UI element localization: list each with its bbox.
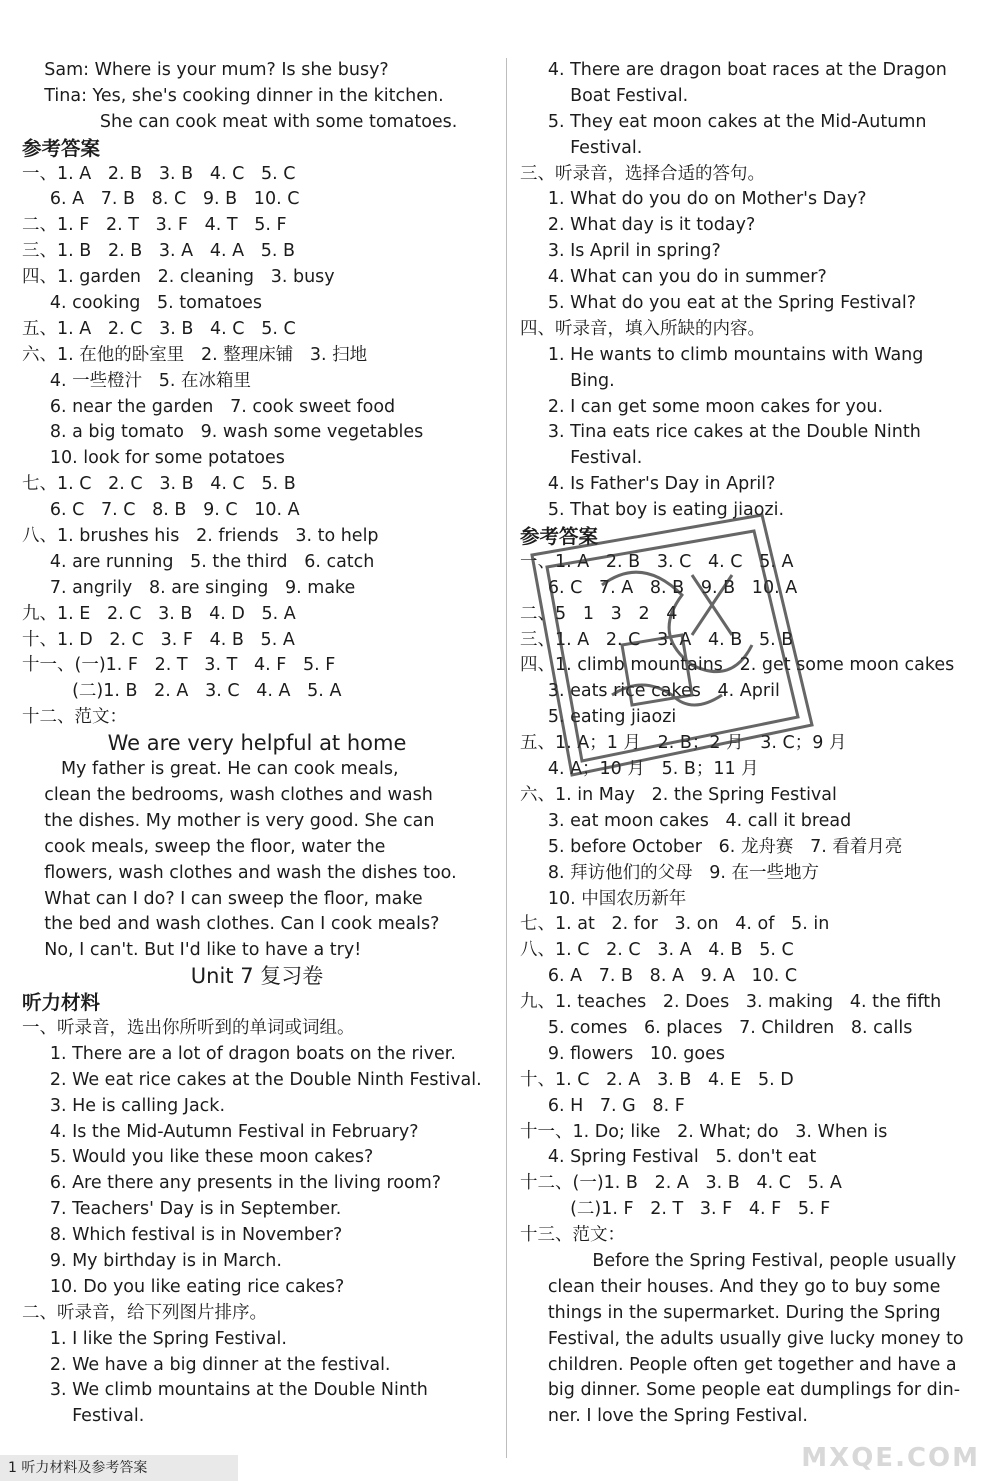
text-line: 1. He wants to climb mountains with Wang — [520, 344, 924, 365]
text-line: 6. A 7. B 8. A 9. A 10. C — [520, 966, 798, 987]
text-line: No, I can't. But I'd like to have a try! — [22, 940, 362, 961]
text-line: 4. Is Father's Day in April? — [520, 474, 776, 495]
text-line: 2. We have a big dinner at the festival. — [22, 1354, 391, 1375]
text-line: 5. What do you eat at the Spring Festival? — [520, 293, 917, 314]
text-line: 六、1. 在他的卧室里 2. 整理床铺 3. 扫地 — [22, 344, 368, 365]
text-line: 3. eats rice cakes 4. April — [520, 681, 780, 702]
text-line: 四、听录音，填入所缺的内容。 — [520, 318, 765, 339]
text-line: Festival. — [520, 137, 643, 158]
text-line: Tina: Yes, she's cooking dinner in the kitchen. — [22, 85, 444, 106]
text-line: Boat Festival. — [520, 85, 689, 106]
text-line: 五、1. A 2. C 3. B 4. C 5. C — [22, 318, 296, 339]
text-line: 三、1. A 2. C 3. A 4. B 5. B — [520, 629, 794, 650]
right-column — [520, 58, 982, 1430]
text-line: ner. I love the Spring Festival. — [520, 1406, 808, 1427]
text-line: 5. They eat moon cakes at the Mid-Autumn — [520, 111, 927, 132]
text-line: 10. 中国农历新年 — [520, 888, 687, 909]
text-line: 九、1. E 2. C 3. B 4. D 5. A — [22, 603, 296, 624]
text-line: 八、1. brushes his 2. friends 3. to help — [22, 526, 379, 547]
text-line: 1. I like the Spring Festival. — [22, 1328, 287, 1349]
text-line: 4. What can you do in summer? — [520, 267, 827, 288]
text-line: 二、1. F 2. T 3. F 4. T 5. F — [22, 215, 287, 236]
text-line: 4. cooking 5. tomatoes — [22, 293, 263, 314]
text-line: 1. There are a lot of dragon boats on the river. — [22, 1043, 456, 1064]
text-line: 3. We climb mountains at the Double Ninth — [22, 1380, 428, 1401]
text-line: the dishes. My mother is very good. She can — [22, 810, 435, 831]
section-heading: Unit 7 复习卷 — [190, 964, 324, 989]
text-line: 4. Is the Mid-Autumn Festival in February? — [22, 1121, 419, 1142]
text-line: 十、1. C 2. A 3. B 4. E 5. D — [520, 1069, 794, 1090]
text-line: 三、听录音，选择合适的答句。 — [520, 163, 765, 184]
text-line: 七、1. C 2. C 3. B 4. C 5. B — [22, 474, 296, 495]
text-line: 3. He is calling Jack. — [22, 1095, 226, 1116]
text-line: 6. A 7. B 8. C 9. B 10. C — [22, 189, 300, 210]
text-line: 四、1. climb mountains 2. get some moon cakes — [520, 655, 955, 676]
text-line: 7. Teachers' Day is in September. — [22, 1199, 342, 1220]
text-line: 6. near the garden 7. cook sweet food — [22, 396, 396, 417]
text-line: 5. eating jiaozi — [520, 707, 677, 728]
text-line: Sam: Where is your mum? Is she busy? — [22, 60, 389, 80]
text-line: 四、1. garden 2. cleaning 3. busy — [22, 267, 335, 288]
text-line: 6. Are there any presents in the living room? — [22, 1173, 442, 1194]
text-line: She can cook meat with some tomatoes. — [22, 111, 458, 132]
text-line: 3. Tina eats rice cakes at the Double Ninth — [520, 422, 921, 443]
section-heading: 参考答案 — [520, 525, 599, 549]
text-line: Bing. — [520, 370, 615, 391]
text-line: 五、1. A；1 月 2. B；2 月 3. C；9 月 — [520, 733, 847, 754]
text-line: What can I do? I can sweep the floor, make — [22, 888, 423, 909]
text-line: 4. Spring Festival 5. don't eat — [520, 1147, 817, 1168]
text-line: 9. My birthday is in March. — [22, 1250, 282, 1271]
text-line: 一、1. A 2. B 3. C 4. C 5. A — [520, 551, 794, 572]
text-line: 4. A；10 月 5. B；11 月 — [520, 759, 759, 780]
section-heading: 参考答案 — [22, 136, 101, 160]
text-line: 9. flowers 10. goes — [520, 1043, 725, 1064]
text-line: 1. What do you do on Mother's Day? — [520, 189, 867, 210]
text-line: children. People often get together and have a — [520, 1354, 957, 1375]
text-line: clean their houses. And they go to buy some — [520, 1276, 941, 1297]
section-heading: 听力材料 — [22, 991, 101, 1015]
text-line: 十二、范文： — [22, 707, 127, 728]
text-line: 6. C 7. C 8. B 9. C 10. A — [22, 500, 300, 521]
text-line: 2. What day is it today? — [520, 215, 756, 236]
text-line: things in the supermarket. During the Spring — [520, 1302, 941, 1323]
text-line: 5. Would you like these moon cakes? — [22, 1147, 374, 1168]
text-line: 十三、范文： — [520, 1225, 625, 1246]
text-line: big dinner. Some people eat dumplings for din- — [520, 1380, 961, 1401]
text-line: 5. comes 6. places 7. Children 8. calls — [520, 1017, 913, 1038]
text-line: My father is great. He can cook meals, — [22, 759, 399, 780]
text-line: 10. Do you like eating rice cakes? — [22, 1276, 345, 1297]
text-line: (二)1. B 2. A 3. C 4. A 5. A — [22, 681, 342, 702]
text-line: 十一、1. Do; like 2. What; do 3. When is — [520, 1121, 888, 1142]
text-line: clean the bedrooms, wash clothes and wash — [22, 784, 433, 805]
text-line: 4. are running 5. the third 6. catch — [22, 551, 375, 572]
text-line: 5. That boy is eating jiaozi. — [520, 500, 785, 521]
text-line: Before the Spring Festival, people usually — [520, 1250, 957, 1271]
text-line: 10. look for some potatoes — [22, 448, 285, 469]
page-footer: 1 听力材料及参考答案 — [0, 1455, 238, 1481]
text-line: 七、1. at 2. for 3. on 4. of 5. in — [520, 914, 830, 935]
text-line: 十、1. D 2. C 3. F 4. B 5. A — [22, 629, 295, 650]
text-line: 一、听录音，选出你所听到的单词或词组。 — [22, 1017, 355, 1038]
text-line: Festival. — [22, 1406, 145, 1427]
text-line: 2. We eat rice cakes at the Double Ninth Festival. — [22, 1069, 482, 1090]
text-line: 二、听录音，给下列图片排序。 — [22, 1302, 267, 1323]
text-line: Festival, the adults usually give lucky money to — [520, 1328, 964, 1349]
text-line: cook meals, sweep the floor, water the — [22, 836, 386, 857]
text-line: 九、1. teaches 2. Does 3. making 4. the fifth — [520, 992, 942, 1013]
text-line: 十一、(一)1. F 2. T 3. T 4. F 5. F — [22, 655, 336, 676]
text-line: 6. H 7. G 8. F — [520, 1095, 685, 1116]
text-line: 十二、(一)1. B 2. A 3. B 4. C 5. A — [520, 1173, 842, 1194]
text-line: the bed and wash clothes. Can I cook meals? — [22, 914, 440, 935]
text-line: 7. angrily 8. are singing 9. make — [22, 577, 356, 598]
text-line: 3. Is April in spring? — [520, 241, 721, 262]
left-column — [22, 58, 492, 1430]
text-line: 8. Which festival is in November? — [22, 1225, 343, 1246]
text-line: 6. C 7. A 8. B 9. B 10. A — [520, 577, 798, 598]
text-line: Festival. — [520, 448, 643, 469]
text-line: flowers, wash clothes and wash the dishes too. — [22, 862, 457, 883]
text-line: 8. a big tomato 9. wash some vegetables — [22, 422, 424, 443]
text-line: 8. 拜访他们的父母 9. 在一些地方 — [520, 862, 820, 883]
text-line: 一、1. A 2. B 3. B 4. C 5. C — [22, 163, 296, 184]
text-line: 六、1. in May 2. the Spring Festival — [520, 784, 837, 805]
text-line: 三、1. B 2. B 3. A 4. A 5. B — [22, 241, 296, 262]
text-line: 4. 一些橙汁 5. 在冰箱里 — [22, 370, 252, 391]
text-line: 二、5 1 3 2 4 — [520, 603, 678, 624]
column-divider — [506, 58, 507, 1458]
text-line: 八、1. C 2. C 3. A 4. B 5. C — [520, 940, 794, 961]
watermark: MXQE.COM — [801, 1443, 980, 1473]
text-line: 5. before October 6. 龙舟赛 7. 看着月亮 — [520, 836, 903, 857]
section-heading: We are very helpful at home — [107, 731, 407, 756]
text-line: 4. There are dragon boat races at the Dragon — [520, 60, 947, 80]
text-line: 2. I can get some moon cakes for you. — [520, 396, 884, 417]
text-line: (二)1. F 2. T 3. F 4. F 5. F — [520, 1199, 831, 1220]
text-line: 3. eat moon cakes 4. call it bread — [520, 810, 852, 831]
